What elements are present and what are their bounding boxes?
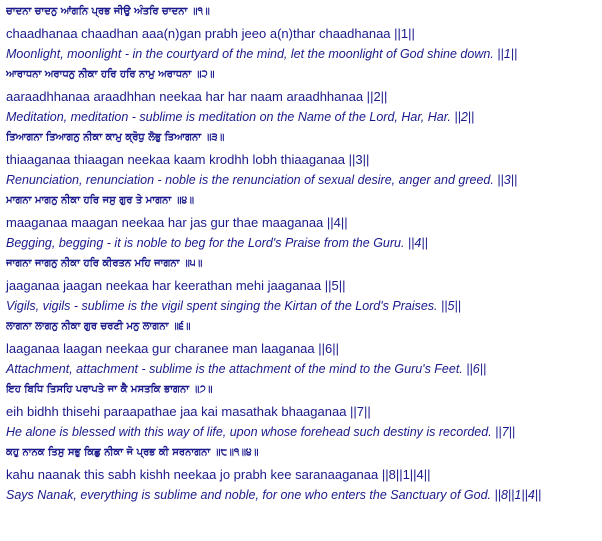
translation-line: Renunciation, renunciation - noble is the renunciation of sexual desire, anger and greed. ||3||: [6, 173, 518, 187]
gurmukhi-line: ਜਾਗਨਾ ਜਾਗਨੁ ਨੀਕਾ ਹਰਿ ਕੀਰਤਨ ਮਹਿ ਜਾਗਨਾ ॥੫॥: [6, 258, 203, 269]
gurmukhi-line: ਮਾਗਨਾ ਮਾਗਨੁ ਨੀਕਾ ਹਰਿ ਜਸੁ ਗੁਰ ਤੇ ਮਾਗਨਾ ॥੪॥: [6, 195, 195, 206]
translation-line: Meditation, meditation - sublime is meditation on the Name of the Lord, Har, Har. ||2||: [6, 110, 475, 124]
gurmukhi-line: ਕਹੁ ਨਾਨਕ ਤਿਸੁ ਸਭੁ ਕਿਛੁ ਨੀਕਾ ਜੋ ਪ੍ਰਭ ਕੀ ਸਰਨਾਗਨਾ ॥੮॥੧॥੪॥: [6, 447, 259, 458]
verse-7: [6, 379, 600, 442]
verse-6: [6, 316, 600, 379]
gurmukhi-line: ਤਿਆਗਨਾ ਤਿਆਗਨੁ ਨੀਕਾ ਕਾਮੁ ਕ੍ਰੋਧੁ ਲੋਭੁ ਤਿਆਗਨਾ ॥੩॥: [6, 132, 225, 143]
transliteration-line: chaadhanaa chaadhan aaa(n)gan prabh jeeo a(n)thar chaadhanaa ||1||: [6, 26, 415, 41]
verse-8: [6, 442, 600, 505]
translation-line: Says Nanak, everything is sublime and noble, for one who enters the Sanctuary of God. ||8||1||4||: [6, 488, 542, 502]
transliteration-line: maaganaa maagan neekaa har jas gur thae maaganaa ||4||: [6, 215, 348, 230]
transliteration-line: jaaganaa jaagan neekaa har keerathan mehi jaaganaa ||5||: [6, 278, 346, 293]
translation-line: Moonlight, moonlight - in the courtyard of the mind, let the moonlight of God shine down. ||1||: [6, 47, 518, 61]
verse-3: [6, 127, 600, 190]
gurmukhi-line: ਇਹ ਬਿਧਿ ਤਿਸਹਿ ਪਰਾਪਤੇ ਜਾ ਕੈ ਮਸਤਕਿ ਭਾਗਨਾ ॥੭॥: [6, 384, 213, 395]
gurmukhi-line: ਆਰਾਧਨਾ ਅਰਾਧਨੁ ਨੀਕਾ ਹਰਿ ਹਰਿ ਨਾਮੁ ਅਰਾਧਨਾ ॥੨॥: [6, 69, 215, 80]
transliteration-line: kahu naanak this sabh kishh neekaa jo prabh kee saranaaganaa ||8||1||4||: [6, 467, 431, 482]
shabad-page: [6, 0, 600, 505]
verse-5: [6, 253, 600, 316]
verse-4: [6, 190, 600, 253]
transliteration-line: eih bidhh thisehi paraapathae jaa kai masathak bhaaganaa ||7||: [6, 404, 371, 419]
translation-line: Vigils, vigils - sublime is the vigil spent singing the Kirtan of the Lord's Praises. ||5||: [6, 299, 461, 313]
gurmukhi-line: ਚਾਦਨਾ ਚਾਦਨੁ ਆਂਗਨਿ ਪ੍ਰਭ ਜੀਉ ਅੰਤਰਿ ਚਾਦਨਾ ॥੧॥: [6, 6, 210, 17]
translation-line: He alone is blessed with this way of life, upon whose forehead such destiny is recorded. ||7||: [6, 425, 516, 439]
verse-2: [6, 64, 600, 127]
transliteration-line: aaraadhhanaa araadhhan neekaa har har naam araadhhanaa ||2||: [6, 89, 388, 104]
translation-line: Begging, begging - it is noble to beg for the Lord's Praise from the Guru. ||4||: [6, 236, 428, 250]
transliteration-line: thiaaganaa thiaagan neekaa kaam krodhh lobh thiaaganaa ||3||: [6, 152, 370, 167]
gurmukhi-line: ਲਾਗਨਾ ਲਾਗਨੁ ਨੀਕਾ ਗੁਰ ਚਰਣੀ ਮਨੁ ਲਾਗਨਾ ॥੬॥: [6, 321, 191, 332]
translation-line: Attachment, attachment - sublime is the attachment of the mind to the Guru's Feet. ||6||: [6, 362, 487, 376]
transliteration-line: laaganaa laagan neekaa gur charanee man laaganaa ||6||: [6, 341, 339, 356]
verse-1: [6, 1, 600, 64]
